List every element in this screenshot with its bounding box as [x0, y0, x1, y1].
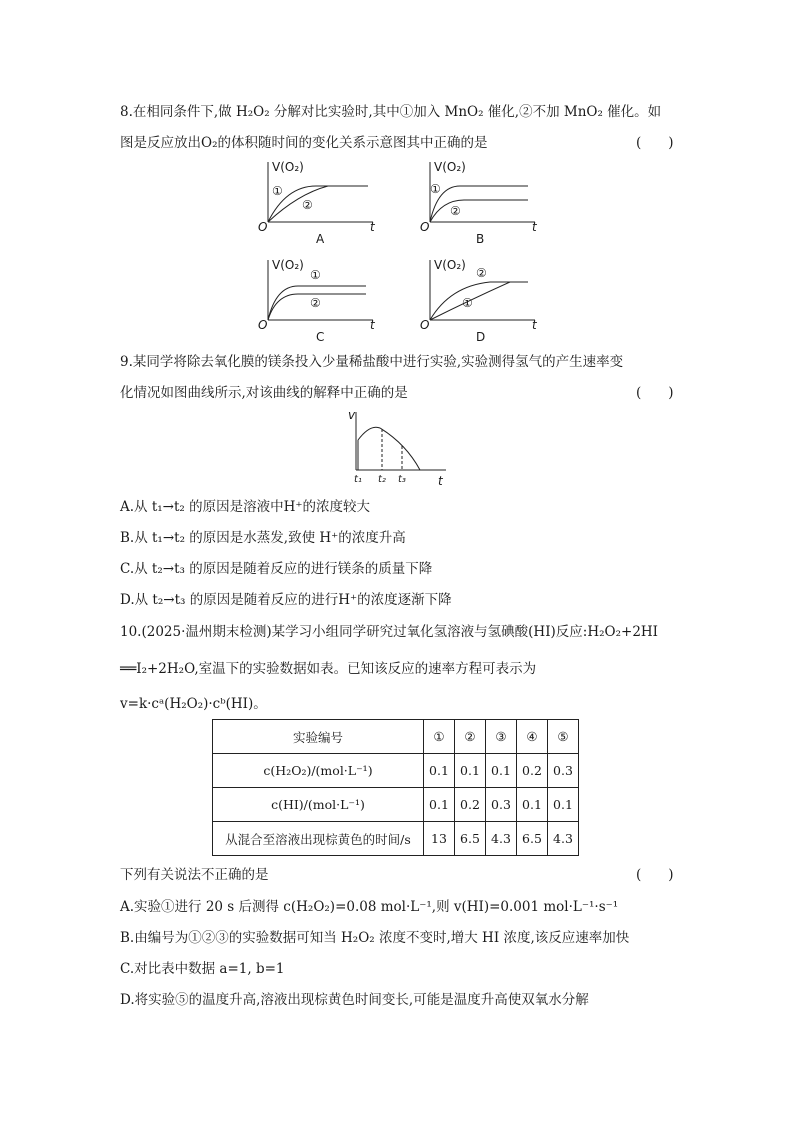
q9-graph-t3: t₃ [398, 474, 406, 485]
q10-data-table [212, 719, 579, 856]
q8-line-2: 图是反应放出O₂的体积随时间的变化关系示意图其中正确的是 [120, 135, 488, 151]
table-cell: 0.1 [424, 754, 455, 788]
q10-option-b: B.由编号为①②③的实验数据可知当 H₂O₂ 浓度不变时,增大 HI 浓度,该反应速率加快 [120, 930, 630, 946]
q9-graph-v: v [348, 408, 356, 422]
q9-answer-paren: ( ) [636, 385, 674, 401]
table-cell: 0.2 [517, 754, 548, 788]
table-cell: 从混合至溶液出现棕黄色的时间/s [213, 822, 424, 856]
q10-answer-paren: ( ) [636, 867, 674, 883]
q8-graph-c-curve1: ① [310, 268, 321, 282]
q8-option-c: C [316, 330, 325, 344]
q8-option-a: A [316, 232, 325, 246]
q8-line-1: 8.在相同条件下,做 H₂O₂ 分解对比实验时,其中①加入 MnO₂ 催化,②不加 MnO₂ 催化。如 [120, 104, 662, 120]
table-cell: c(H₂O₂)/(mol·L⁻¹) [213, 754, 424, 788]
q8-graph-c-axis-label: V(O₂) [272, 258, 304, 272]
q8-graph-d-t: t [532, 318, 537, 332]
q8-graph-a [258, 158, 378, 234]
q8-graph-c-origin: O [258, 318, 268, 332]
q8-graph-b-curve2: ② [450, 204, 461, 218]
table-row [213, 822, 579, 856]
table-cell: 0.1 [424, 788, 455, 822]
q8-option-b: B [476, 232, 485, 246]
q8-graph-a-axis-label: V(O₂) [272, 160, 304, 174]
q8-option-d: D [476, 330, 486, 344]
q8-graph-b-curve1: ① [430, 182, 441, 196]
table-cell: 0.2 [455, 788, 486, 822]
table-cell: 0.1 [486, 754, 517, 788]
table-cell: 0.3 [486, 788, 517, 822]
q10-line-1: 10.(2025·温州期末检测)某学习小组同学研究过氧化氢溶液与氢碘酸(HI)反应:H₂O₂+2HI [120, 624, 659, 640]
q8-graph-b [420, 158, 540, 234]
table-row [213, 720, 579, 754]
table-cell: 6.5 [517, 822, 548, 856]
q8-graph-c-curve2: ② [310, 296, 321, 310]
q8-graph-c-t: t [370, 318, 375, 332]
table-header-cell: ③ [486, 720, 517, 754]
q9-option-d: D.从 t₂→t₃ 的原因是随着反应的进行H⁺的浓度逐渐下降 [120, 592, 452, 608]
table-cell: c(HI)/(mol·L⁻¹) [213, 788, 424, 822]
q8-graph-a-t: t [370, 220, 375, 234]
q10-line-2: ══I₂+2H₂O,室温下的实验数据如表。已知该反应的速率方程可表示为 [120, 661, 537, 677]
q9-graph-t2: t₂ [378, 474, 386, 485]
table-cell: 0.1 [455, 754, 486, 788]
table-header-cell: 实验编号 [213, 720, 424, 754]
q9-option-b: B.从 t₁→t₂ 的原因是水蒸发,致使 H⁺的浓度升高 [120, 530, 406, 546]
q8-graph-b-origin: O [420, 220, 430, 234]
q8-graph-a-curve1: ① [272, 184, 283, 198]
q9-line-2: 化情况如图曲线所示,对该曲线的解释中正确的是 [120, 385, 408, 401]
q9-graph-t1: t₁ [354, 474, 362, 485]
q8-graph-c [258, 256, 378, 332]
table-header-cell: ② [455, 720, 486, 754]
table-cell: 13 [424, 822, 455, 856]
table-cell: 4.3 [548, 822, 579, 856]
q8-graph-b-t: t [532, 220, 537, 234]
q10-option-c: C.对比表中数据 a=1, b=1 [120, 961, 285, 977]
table-cell: 0.1 [517, 788, 548, 822]
table-row [213, 754, 579, 788]
table-header-cell: ④ [517, 720, 548, 754]
q8-graph-d-axis-label: V(O₂) [434, 258, 466, 272]
q9-graph-t: t [438, 474, 443, 488]
table-cell: 0.3 [548, 754, 579, 788]
q10-option-a: A.实验①进行 20 s 后测得 c(H₂O₂)=0.08 mol·L⁻¹,则 v(HI)=0.001 mol·L⁻¹·s⁻¹ [120, 899, 619, 915]
q10-option-d: D.将实验⑤的温度升高,溶液出现棕黄色时间变长,可能是温度升高使双氧水分解 [120, 992, 589, 1008]
q8-graph-d-curve1: ① [462, 296, 473, 310]
q8-graph-a-origin: O [258, 220, 268, 234]
q8-graph-a-curve2: ② [302, 198, 313, 212]
table-cell: 6.5 [455, 822, 486, 856]
q9-option-a: A.从 t₁→t₂ 的原因是溶液中H⁺的浓度较大 [120, 499, 371, 515]
q10-line-3: v=k·cᵃ(H₂O₂)·cᵇ(HI)。 [120, 696, 267, 712]
q9-option-c: C.从 t₂→t₃ 的原因是随着反应的进行镁条的质量下降 [120, 561, 433, 577]
q10-prompt: 下列有关说法不正确的是 [120, 867, 269, 883]
q8-graph-d [420, 256, 540, 332]
q9-rate-graph [346, 408, 450, 490]
q8-graph-b-axis-label: V(O₂) [434, 160, 466, 174]
q9-line-1: 9.某同学将除去氧化膜的镁条投入少量稀盐酸中进行实验,实验测得氢气的产生速率变 [120, 354, 624, 370]
table-header-cell: ⑤ [548, 720, 579, 754]
table-cell: 0.1 [548, 788, 579, 822]
table-cell: 4.3 [486, 822, 517, 856]
q8-graph-d-curve2: ② [476, 266, 487, 280]
table-header-cell: ① [424, 720, 455, 754]
q8-graph-d-origin: O [420, 318, 430, 332]
q8-answer-paren: ( ) [636, 135, 674, 151]
table-row [213, 788, 579, 822]
